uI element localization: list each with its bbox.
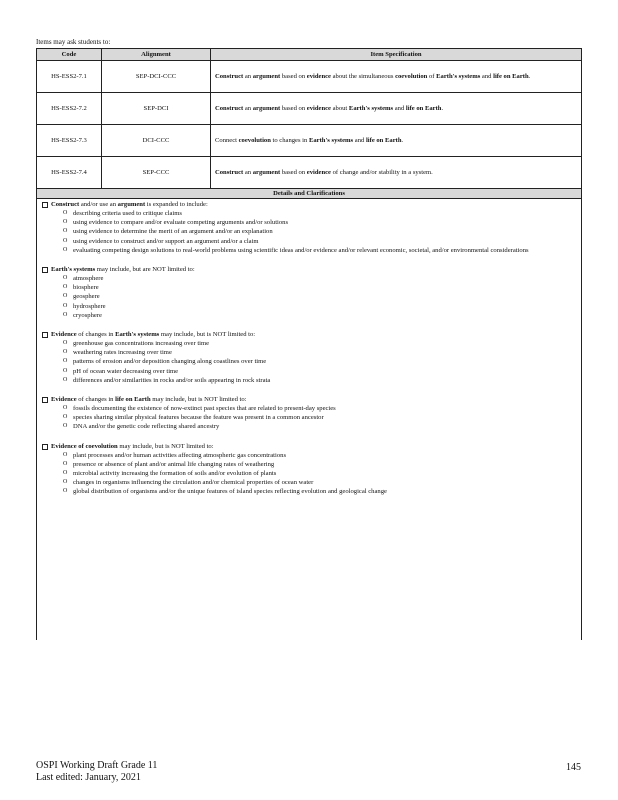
bold-term: Earth's systems [115, 331, 160, 339]
list-item: O using evidence to compare and/or evaluate competing arguments and/or solutions [63, 218, 577, 227]
list-item: O presence or absence of plant and/or animal life changing rates of weathering [63, 460, 577, 469]
section-title [41, 395, 577, 404]
list-item: O global distribution of organisms and/or the unique features of island species reflecting evolution and geological change [63, 487, 577, 496]
section-title [41, 200, 577, 209]
details-section [41, 330, 577, 385]
bold-term: Evidence of [51, 442, 86, 450]
list-item: O biosphere [63, 283, 577, 292]
footer [36, 760, 157, 784]
details-section [41, 265, 577, 320]
list-item: O using evidence to determine the merit of an argument and/or an explanation [63, 227, 577, 236]
text-run: . [528, 72, 531, 80]
list-item: O differences and/or similarities in rocks and/or soils appearing in rock strata [63, 376, 577, 385]
bold-term: coevolution [395, 72, 428, 80]
intro-text: Items may ask students to: [36, 38, 111, 46]
alignment-cell: SEP-DCI [102, 93, 211, 125]
bold-term: Construct [51, 201, 80, 208]
details-header-row [37, 189, 582, 199]
text-run: . [401, 136, 404, 144]
bold-term: Earth's systems [308, 136, 354, 144]
bold-term: Construct [215, 168, 244, 176]
specification-cell [211, 125, 582, 157]
code-cell: HS-ESS2-7.1 [37, 61, 102, 93]
text-run: of change and/or stability in a system. [330, 168, 433, 176]
specification-cell [211, 61, 582, 93]
table-header-row [37, 49, 582, 61]
header-alignment: Alignment [102, 49, 211, 61]
list-item: O species sharing similar physical features because the feature was present in a common ancestor [63, 413, 577, 422]
list-item: O microbial activity increasing the formation of soils and/or evolution of plants [63, 469, 577, 478]
details-section [41, 395, 577, 432]
page-number: 145 [566, 762, 581, 773]
list-item: O cryosphere [63, 311, 577, 320]
sub-list [41, 339, 577, 385]
text-run: Connect [215, 136, 239, 144]
bold-term: argument [117, 201, 146, 208]
text-run: based on [280, 104, 307, 112]
bold-term: coevolution [238, 136, 271, 144]
text-run: may include, but is NOT limited to: [117, 442, 214, 450]
bold-term: argument [252, 72, 281, 80]
item-specification-table [36, 48, 582, 640]
sub-list [41, 209, 577, 255]
list-item: O fossils documenting the existence of now-extinct past species that are related to present-day species [63, 404, 577, 413]
alignment-cell: SEP-DCI-CCC [102, 61, 211, 93]
footer-draft-label: OSPI Working Draft Grade 11 [36, 760, 158, 771]
specification-cell [211, 157, 582, 189]
details-cell [37, 199, 582, 641]
details-sections [41, 200, 577, 497]
list-item: O greenhouse gas concentrations increasing over time [63, 339, 577, 348]
list-item: O hydrosphere [63, 302, 577, 311]
bold-term: Earth's systems [436, 72, 481, 80]
sub-list [41, 451, 577, 497]
specification-cell [211, 93, 582, 125]
text-run: of changes in [76, 396, 116, 404]
text-run: of [427, 72, 437, 80]
list-item: O describing criteria used to critique claims [63, 209, 577, 218]
code-cell: HS-ESS2-7.2 [37, 93, 102, 125]
bold-term: Earth's systems [51, 266, 96, 274]
text-run: and [480, 72, 494, 80]
section-title [41, 330, 577, 339]
details-row [37, 199, 582, 641]
bold-term: Construct [215, 72, 244, 80]
bold-term: evidence [306, 72, 331, 80]
text-run: may include, but are NOT limited to: [95, 266, 195, 274]
list-item: O using evidence to construct and/or support an argument and/or a claim [63, 237, 577, 246]
details-header: Details and Clarifications [37, 189, 582, 199]
alignment-cell: DCI-CCC [102, 125, 211, 157]
list-item: O plant processes and/or human activities affecting atmospheric gas concentrations [63, 451, 577, 460]
bold-term: Construct [215, 104, 244, 112]
text-run: and/or use an [79, 201, 118, 208]
text-run: may include, but is NOT limited to: [150, 396, 247, 404]
bold-term: evidence [306, 168, 331, 176]
bold-term: Earth's systems [348, 104, 394, 112]
bold-term: life on Earth [365, 136, 402, 144]
bold-term: argument [252, 168, 281, 176]
list-item: O patterns of erosion and/or deposition changing along coastlines over time [63, 357, 577, 366]
code-cell: HS-ESS2-7.4 [37, 157, 102, 189]
list-item: O weathering rates increasing over time [63, 348, 577, 357]
bold-term: Evidence [51, 331, 77, 339]
list-item: O pH of ocean water decreasing over time [63, 367, 577, 376]
text-run: and [393, 104, 406, 112]
text-run: and [353, 136, 366, 144]
text-run: based on [280, 72, 307, 80]
text-run: an [243, 104, 253, 112]
text-run: an [243, 72, 253, 80]
sub-list [41, 404, 577, 432]
text-run: based on [280, 168, 307, 176]
header-item-specification: Item Specification [211, 49, 582, 61]
section-title [41, 442, 577, 451]
table-row [37, 93, 582, 125]
list-item: O evaluating competing design solutions to real-world problems using scientific ideas and/or evidence and/or relevant economic, societal, and/or environmental considerations [63, 246, 577, 255]
code-cell: HS-ESS2-7.3 [37, 125, 102, 157]
sub-list [41, 274, 577, 320]
list-item: O atmosphere [63, 274, 577, 283]
details-section [41, 442, 577, 497]
alignment-cell: SEP-CCC [102, 157, 211, 189]
bold-term: Evidence [51, 396, 77, 404]
table-row [37, 125, 582, 157]
text-run: to changes in [270, 136, 309, 144]
table-row [37, 157, 582, 189]
header-code: Code [37, 49, 102, 61]
text-run: about [330, 104, 349, 112]
bold-term: evidence [306, 104, 331, 112]
text-run: . [441, 104, 444, 112]
section-title [41, 265, 577, 274]
text-run: of changes in [76, 331, 116, 339]
bold-term: life on Earth [493, 72, 529, 80]
text-run: may include, but is NOT limited to: [159, 331, 256, 339]
bold-term: coevolution [85, 442, 118, 450]
text-run: about the simultaneous [330, 72, 396, 80]
list-item: O DNA and/or the genetic code reflecting shared ancestry [63, 422, 577, 431]
text-run: an [243, 168, 253, 176]
list-item: O geosphere [63, 292, 577, 301]
bold-term: life on Earth [405, 104, 442, 112]
bold-term: argument [252, 104, 281, 112]
list-item: O changes in organisms influencing the circulation and/or chemical properties of ocean water [63, 478, 577, 487]
details-section [41, 200, 577, 255]
table-row [37, 61, 582, 93]
footer-last-edited: Last edited: January, 2021 [36, 772, 141, 783]
text-run: is expanded to include: [145, 201, 208, 208]
bold-term: life on Earth [115, 396, 151, 404]
